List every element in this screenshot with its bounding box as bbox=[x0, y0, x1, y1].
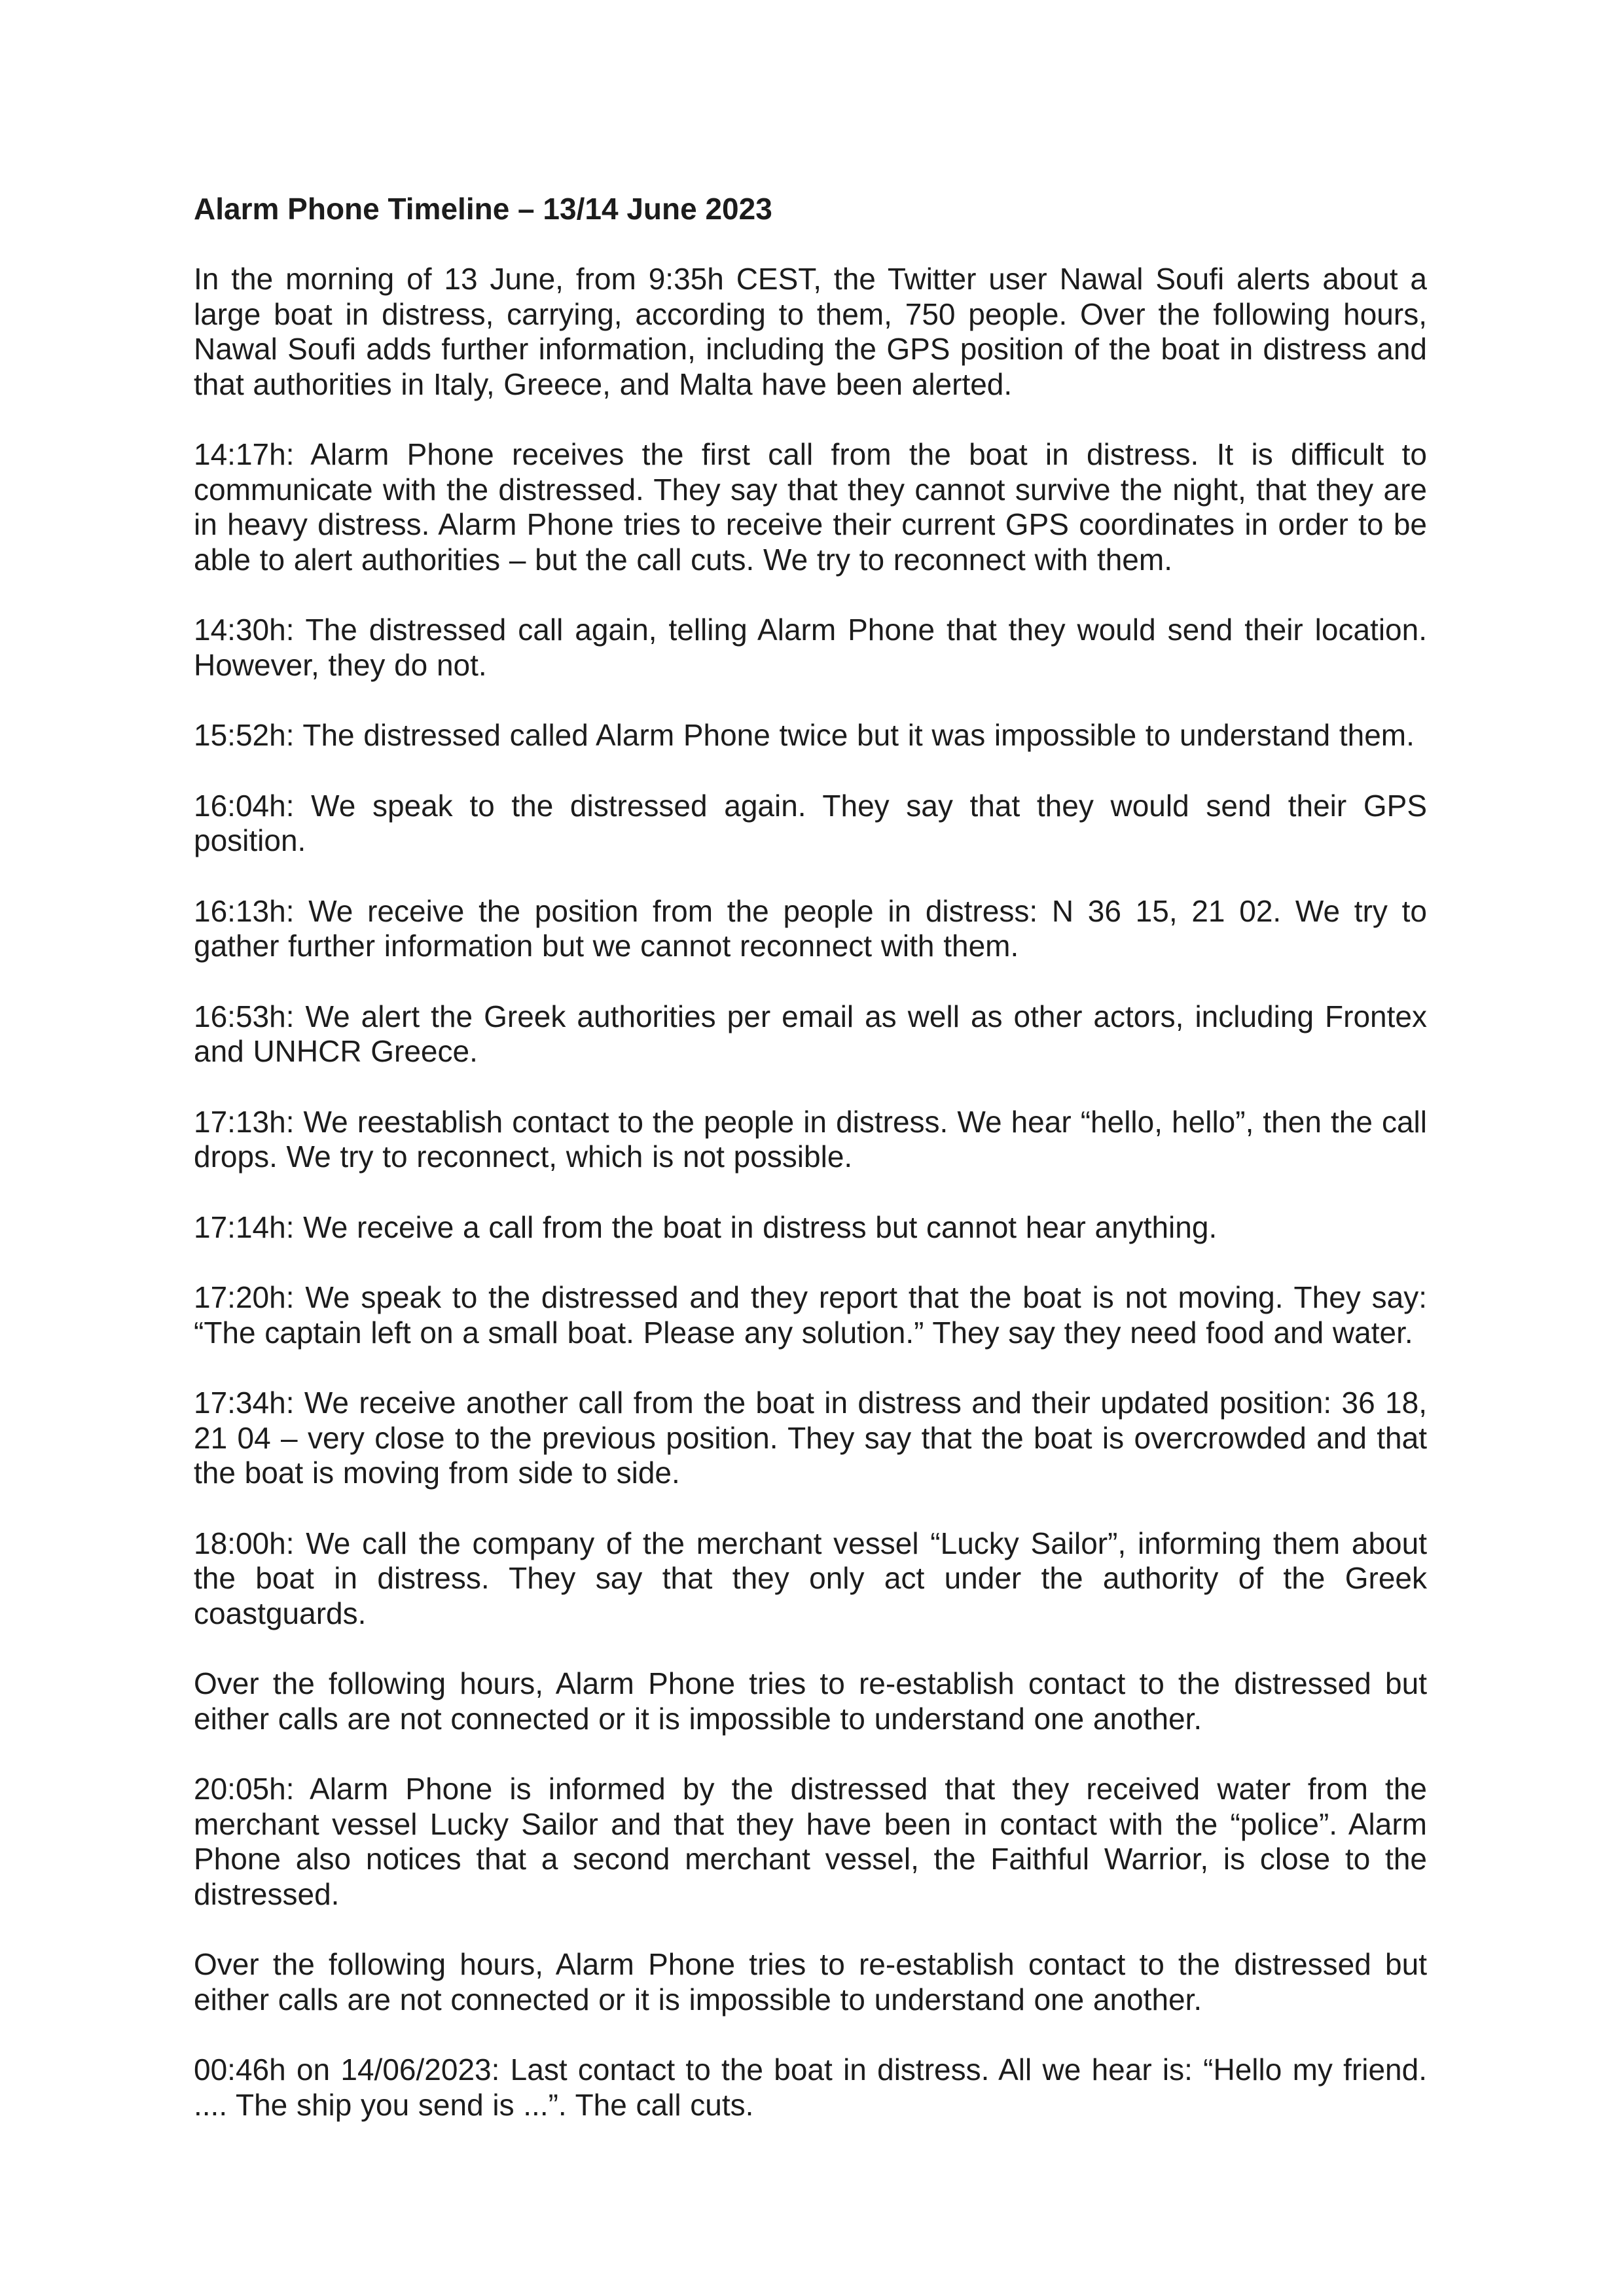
paragraph-1552h: 15:52h: The distressed called Alarm Phone twice but it was impossible to understand them. bbox=[194, 718, 1415, 752]
paragraph-1653h: 16:53h: We alert the Greek authorities per email as well as other actors, including Frontex and UNHCR Greece. bbox=[194, 999, 1427, 1068]
paragraph-1713h: 17:13h: We reestablish contact to the people in distress. We hear “hello, hello”, then the call drops. We try to reconnect, which is not possible. bbox=[194, 1104, 1427, 1174]
paragraph-1417h: 14:17h: Alarm Phone receives the first call from the boat in distress. It is difficult to communicate with the distressed. They say that they cannot survive the night, that they are in heavy distress. Alarm Phone tries to receive their current GPS coordinates in order to be able to alert authorities – but the call cuts. We try to reconnect with them. bbox=[194, 437, 1427, 577]
paragraph-1714h: 17:14h: We receive a call from the boat in distress but cannot hear anything. bbox=[194, 1210, 1218, 1244]
document-title: Alarm Phone Timeline – 13/14 June 2023 bbox=[194, 192, 772, 226]
paragraph-1720h: 17:20h: We speak to the distressed and they report that the boat is not moving. They say: “The captain left on a small boat. Please any solution.” They say they need food and water. bbox=[194, 1280, 1427, 1350]
paragraph-following-hours-2: Over the following hours, Alarm Phone tries to re-establish contact to the distressed but either calls are not connected or it is impossible to understand one another. bbox=[194, 1947, 1427, 2017]
paragraph-1604h: 16:04h: We speak to the distressed again. They say that they would send their GPS position. bbox=[194, 788, 1427, 857]
paragraph-1734h: 17:34h: We receive another call from the boat in distress and their updated position: 36 18, 21 04 – very close to the previous position. They say that the boat is overcrowded and that the boat is moving from side to side. bbox=[194, 1386, 1427, 1490]
paragraph-1430h: 14:30h: The distressed call again, telling Alarm Phone that they would send their location. However, they do not. bbox=[194, 613, 1427, 682]
paragraph-following-hours-1: Over the following hours, Alarm Phone tries to re-establish contact to the distressed but either calls are not connected or it is impossible to understand one another. bbox=[194, 1666, 1427, 1736]
paragraph-intro: In the morning of 13 June, from 9:35h CEST, the Twitter user Nawal Soufi alerts about a large boat in distress, carrying, according to them, 750 people. Over the following hours, Nawal Soufi adds further information, including the GPS position of the boat in distress and that authorities in Italy, Greece, and Malta have been alerted. bbox=[194, 262, 1427, 401]
paragraph-2005h: 20:05h: Alarm Phone is informed by the distressed that they received water from the merchant vessel Lucky Sailor and that they have been in contact with the “police”. Alarm Phone also notices that a second merchant vessel, the Faithful Warrior, is close to the distressed. bbox=[194, 1772, 1427, 1911]
document-content bbox=[194, 191, 1427, 2123]
paragraph-1613h: 16:13h: We receive the position from the people in distress: N 36 15, 21 02. We try to gather further information but we cannot reconnect with them. bbox=[194, 893, 1427, 963]
paragraph-1800h: 18:00h: We call the company of the merchant vessel “Lucky Sailor”, informing them about the boat in distress. They say that they only act under the authority of the Greek coastguards. bbox=[194, 1526, 1427, 1630]
paragraph-0046h: 00:46h on 14/06/2023: Last contact to the boat in distress. All we hear is: “Hello my friend. .... The ship you send is ...”. The call cuts. bbox=[194, 2053, 1427, 2122]
